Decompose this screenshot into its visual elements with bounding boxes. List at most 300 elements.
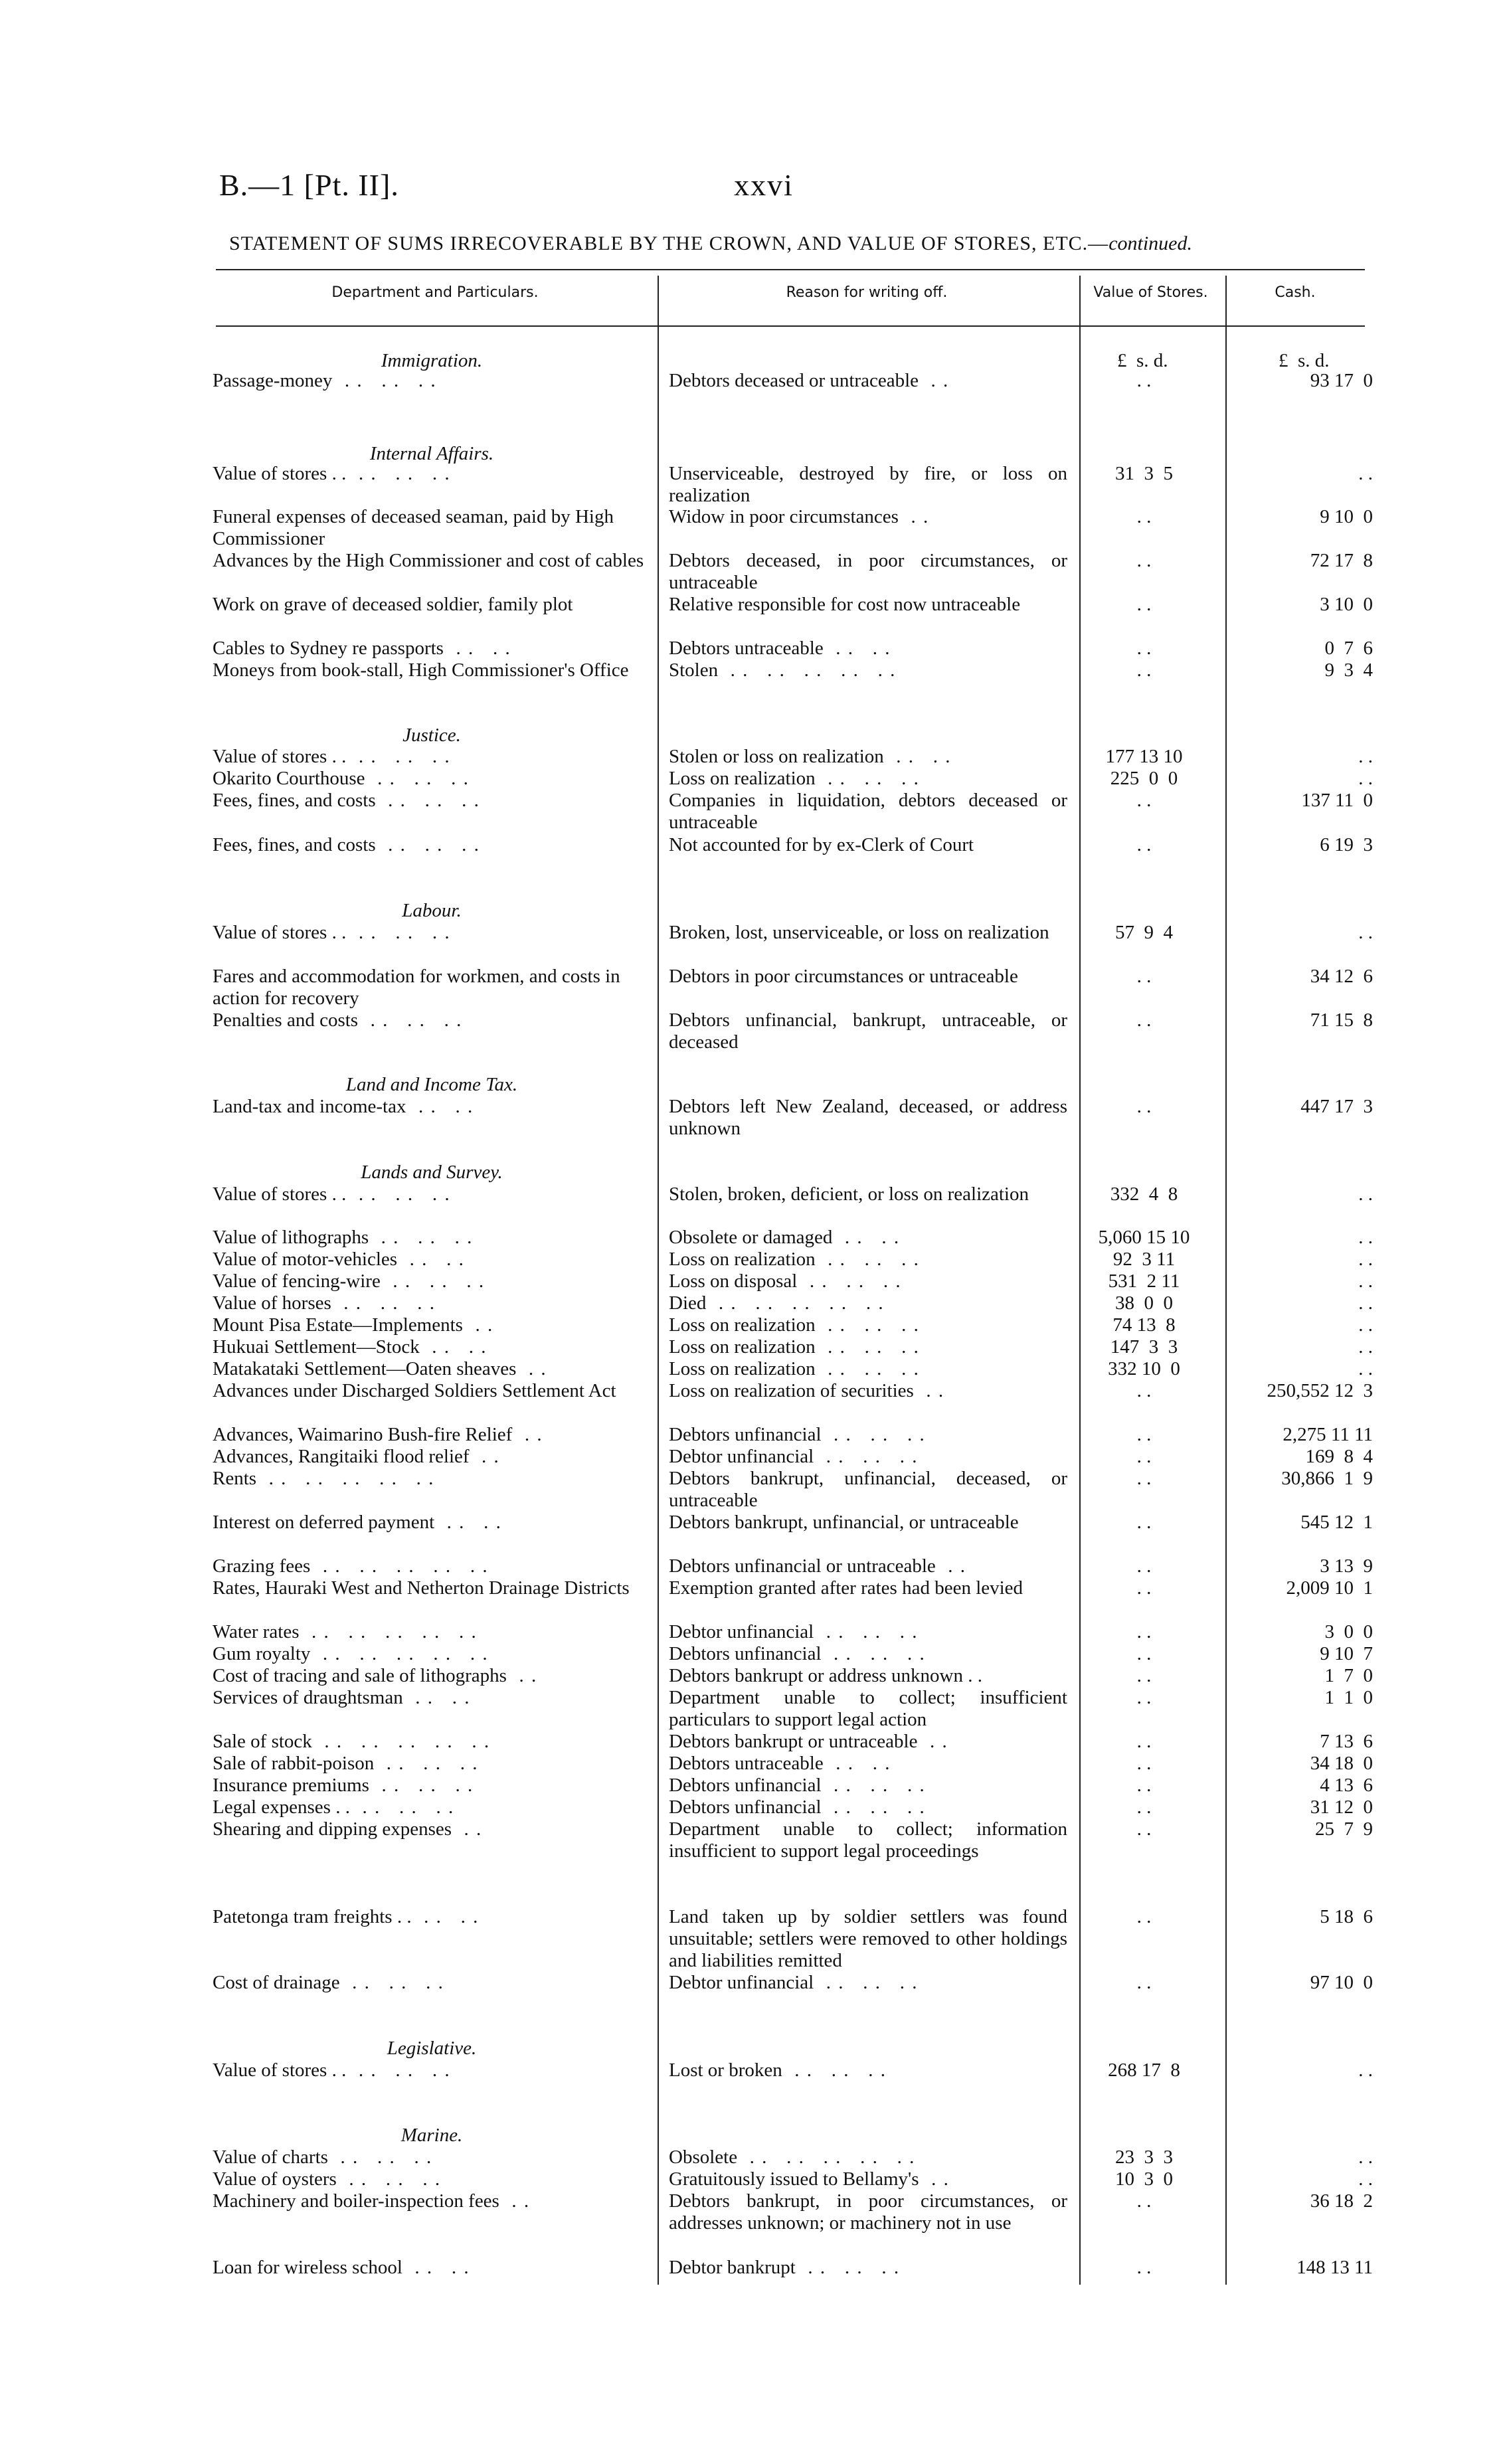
- particulars-text: Fees, fines, and costs: [213, 790, 376, 811]
- row-stores-value: . .: [1136, 1972, 1152, 1993]
- leader-dots: . . . . . .: [332, 370, 437, 391]
- leader-dots: . . . . . . . . . .: [706, 1292, 885, 1314]
- row-particulars: [213, 768, 644, 790]
- leader-dots: . .: [516, 1358, 547, 1379]
- row-particulars: [213, 1775, 644, 1797]
- particulars-text: Passage-money: [213, 370, 333, 391]
- particulars-text: Value of fencing-wire: [213, 1271, 381, 1292]
- row-cash-value: . .: [1358, 2147, 1373, 2168]
- row-reason: [669, 1446, 1067, 1468]
- row-particulars: [213, 638, 644, 660]
- leader-dots: . .: [452, 1818, 483, 1840]
- reason-text: Widow in poor circumstances: [669, 506, 899, 527]
- row-reason: [669, 1731, 1067, 1753]
- leader-dots: . . . . . . . . . .: [256, 1468, 435, 1489]
- leader-dots: . . . . . .: [821, 1424, 926, 1445]
- row-cash-value: 9 3 4: [1324, 660, 1373, 681]
- particulars-text: Okarito Courthouse: [213, 768, 365, 789]
- section-heading: Legislative.: [387, 2038, 477, 2059]
- reason-text: Exemption granted after rates had been levied: [669, 1577, 1023, 1599]
- particulars-text: Matakataki Settlement—Oaten sheaves: [213, 1358, 517, 1379]
- reason-text: Not accounted for by ex-Clerk of Court: [669, 834, 974, 855]
- column-header-cash: Cash.: [1275, 284, 1316, 301]
- row-stores-value: . .: [1136, 1818, 1152, 1840]
- row-reason: [669, 370, 1067, 392]
- particulars-text: Loan for wireless school: [213, 2257, 402, 2278]
- row-stores-value: 531 2 11: [1108, 1271, 1180, 1292]
- row-reason: [669, 1621, 1067, 1643]
- leader-dots: . . . . . . . . . .: [737, 2147, 916, 2168]
- reason-text: Debtors bankrupt, in poor circumstances, or addresses unknown; or machinery not in use: [669, 2190, 1067, 2234]
- row-particulars: [213, 1577, 644, 1599]
- row-particulars: [213, 1972, 644, 1994]
- leader-dots: . .: [898, 506, 930, 527]
- row-particulars: [213, 2190, 644, 2212]
- leader-dots: . . . .: [411, 1906, 480, 1927]
- leader-dots: . . . . . .: [346, 2060, 451, 2081]
- section-heading: Immigration.: [381, 350, 483, 371]
- reason-text: Lost or broken: [669, 2060, 782, 2081]
- particulars-text: Moneys from book-stall, High Commissioner's Office: [213, 660, 629, 681]
- leader-dots: . . . . . .: [375, 834, 480, 855]
- row-particulars: [213, 2060, 644, 2081]
- section-heading: Internal Affairs.: [369, 443, 494, 464]
- row-stores-value: . .: [1136, 1687, 1152, 1708]
- page-number: xxvi: [734, 168, 794, 202]
- particulars-text: Sale of rabbit-poison: [213, 1753, 375, 1774]
- row-reason: [669, 1096, 1067, 1140]
- row-particulars: [213, 2168, 644, 2190]
- particulars-text: Fees, fines, and costs: [213, 834, 376, 855]
- particulars-text: Cost of drainage: [213, 1972, 340, 1993]
- row-reason: [669, 1249, 1067, 1271]
- particulars-text: Rents: [213, 1468, 257, 1489]
- row-particulars: [213, 1906, 644, 1928]
- column-header-particulars: Department and Particulars.: [331, 284, 539, 301]
- row-stores-value: . .: [1136, 790, 1152, 811]
- particulars-text: Cost of tracing and sale of lithographs: [213, 1665, 507, 1686]
- reason-text: Broken, lost, unserviceable, or loss on realization: [669, 922, 1049, 943]
- row-stores-value: . .: [1136, 834, 1152, 855]
- reason-text: Stolen: [669, 660, 719, 681]
- reason-text: Debtors untraceable: [669, 638, 824, 659]
- leader-dots: . . . . . .: [365, 768, 470, 789]
- row-cash-value: . .: [1358, 1227, 1373, 1248]
- row-stores-value: 31 3 5: [1115, 463, 1173, 484]
- row-cash-value: 0 7 6: [1324, 638, 1373, 659]
- row-stores-value: . .: [1136, 370, 1152, 391]
- particulars-text: Value of lithographs: [213, 1227, 369, 1248]
- row-particulars: [213, 1424, 644, 1446]
- particulars-text: Land-tax and income-tax: [213, 1096, 406, 1117]
- particulars-text: Shearing and dipping expenses: [213, 1818, 452, 1840]
- reason-text: Obsolete or damaged: [669, 1227, 833, 1248]
- row-reason: [669, 1010, 1067, 1053]
- reason-text: Stolen or loss on realization: [669, 746, 884, 767]
- particulars-text: Patetonga tram freights . .: [213, 1906, 412, 1927]
- reason-text: Loss on realization: [669, 768, 816, 789]
- row-particulars: [213, 594, 644, 616]
- row-cash-value: . .: [1358, 1271, 1373, 1292]
- row-reason: [669, 1775, 1067, 1797]
- row-particulars: [213, 1797, 644, 1818]
- leader-dots: . . . . . . . . . .: [718, 660, 897, 681]
- leader-dots: . .: [469, 1446, 500, 1467]
- row-particulars: [213, 1184, 644, 1205]
- row-particulars: [213, 2147, 644, 2168]
- particulars-text: Advances by the High Commissioner and cost of cables: [213, 550, 644, 571]
- leader-dots: . . . . . .: [327, 2147, 433, 2168]
- row-stores-value: . .: [1136, 660, 1152, 681]
- row-stores-value: . .: [1136, 638, 1152, 659]
- row-reason: [669, 966, 1067, 988]
- row-cash-value: 3 0 0: [1324, 1621, 1373, 1642]
- row-reason: [669, 506, 1067, 528]
- row-cash-value: 2,009 10 1: [1286, 1577, 1373, 1599]
- leader-dots: . . . . . . . . . .: [310, 1643, 489, 1664]
- row-particulars: [213, 1665, 644, 1687]
- leader-dots: . . . . . .: [346, 463, 451, 484]
- leader-dots: . . . . . .: [336, 2168, 442, 2190]
- reason-text: Loss on realization: [669, 1336, 816, 1358]
- statement-title: [229, 232, 1192, 255]
- row-particulars: [213, 746, 644, 768]
- row-reason: [669, 594, 1067, 616]
- particulars-text: Cables to Sydney re passports: [213, 638, 444, 659]
- leader-dots: . .: [935, 1555, 967, 1577]
- reason-text: Debtors bankrupt or address unknown . .: [669, 1665, 982, 1686]
- row-particulars: [213, 790, 644, 812]
- row-cash-value: . .: [1358, 2060, 1373, 2081]
- particulars-text: Legal expenses . .: [213, 1797, 350, 1818]
- particulars-text: Gum royalty: [213, 1643, 311, 1664]
- row-stores-value: . .: [1136, 2190, 1152, 2212]
- row-reason: [669, 2190, 1067, 2234]
- row-stores-value: . .: [1136, 1621, 1152, 1642]
- row-cash-value: 2,275 11 11: [1283, 1424, 1373, 1445]
- row-cash-value: . .: [1358, 1184, 1373, 1205]
- particulars-text: Work on grave of deceased soldier, family plot: [213, 594, 573, 615]
- particulars-text: Mount Pisa Estate—Implements: [213, 1314, 463, 1336]
- reason-text: Companies in liquidation, debtors deceased or untraceable: [669, 790, 1067, 833]
- row-stores-value: . .: [1136, 2257, 1152, 2278]
- top-rule: [216, 269, 1365, 270]
- row-stores-value: . .: [1136, 1446, 1152, 1467]
- row-reason: [669, 2060, 1067, 2081]
- reason-text: Debtors unfinancial: [669, 1643, 822, 1664]
- particulars-text: Advances, Waimarino Bush-fire Relief: [213, 1424, 513, 1445]
- row-reason: [669, 1227, 1067, 1249]
- reason-text: Debtors bankrupt or untraceable: [669, 1731, 918, 1752]
- reason-text: Department unable to collect; insufficient particulars to support legal action: [669, 1687, 1067, 1730]
- leader-dots: . . . . . .: [814, 1972, 919, 1993]
- reason-text: Loss on realization: [669, 1358, 816, 1379]
- leader-dots: . . . . . .: [339, 1972, 444, 1993]
- reason-text: Debtors unfinancial or untraceable: [669, 1555, 936, 1577]
- leader-dots: . . . . . .: [814, 1446, 919, 1467]
- reason-text: Debtor unfinancial: [669, 1621, 814, 1642]
- column-header-reason: Reason for writing off.: [786, 284, 948, 301]
- row-particulars: [213, 1358, 644, 1380]
- row-stores-value: . .: [1136, 1731, 1152, 1752]
- leader-dots: . . . . . .: [358, 1010, 463, 1031]
- row-cash-value: 9 10 0: [1320, 506, 1373, 527]
- reason-text: Debtors left New Zealand, deceased, or address unknown: [669, 1096, 1067, 1139]
- row-stores-value: . .: [1136, 594, 1152, 615]
- row-cash-value: 34 18 0: [1310, 1753, 1373, 1774]
- leader-dots: . . . . . . . . . .: [299, 1621, 478, 1642]
- row-stores-value: . .: [1136, 1577, 1152, 1599]
- row-stores-value: 268 17 8: [1108, 2060, 1180, 2081]
- row-reason: [669, 1555, 1067, 1577]
- particulars-text: Services of draughtsman: [213, 1687, 403, 1708]
- leader-dots: . . . . . .: [380, 1271, 486, 1292]
- leader-dots: . . . . . .: [374, 1753, 479, 1774]
- reason-text: Debtor unfinancial: [669, 1972, 814, 1993]
- particulars-text: Value of motor-vehicles: [213, 1249, 398, 1270]
- row-particulars: [213, 660, 644, 681]
- row-cash-value: 148 13 11: [1296, 2257, 1373, 2278]
- row-cash-value: 30,866 1 9: [1281, 1468, 1373, 1489]
- column-divider-1: [658, 276, 659, 2285]
- row-cash-value: . .: [1358, 1249, 1373, 1270]
- row-reason: [669, 1314, 1067, 1336]
- stores-unit-header: £ s. d.: [1117, 350, 1168, 371]
- particulars-text: Hukuai Settlement—Stock: [213, 1336, 420, 1358]
- row-stores-value: 332 10 0: [1108, 1358, 1180, 1379]
- row-stores-value: 10 3 0: [1115, 2168, 1173, 2190]
- reason-text: Gratuitously issued to Bellamy's: [669, 2168, 919, 2190]
- leader-dots: . . . .: [883, 746, 952, 767]
- particulars-text: Funeral expenses of deceased seaman, paid by High Commissioner: [213, 506, 614, 549]
- row-cash-value: . .: [1358, 746, 1373, 767]
- row-particulars: [213, 370, 644, 392]
- leader-dots: . . . . . .: [797, 1271, 902, 1292]
- reason-text: Loss on realization of securities: [669, 1380, 914, 1401]
- row-particulars: [213, 1753, 644, 1775]
- particulars-text: Interest on deferred payment: [213, 1512, 435, 1533]
- reason-text: Debtors unfinancial: [669, 1424, 822, 1445]
- row-cash-value: 1 7 0: [1324, 1665, 1373, 1686]
- leader-dots: . . . .: [823, 638, 891, 659]
- row-particulars: [213, 1314, 644, 1336]
- leader-dots: . . . .: [419, 1336, 488, 1358]
- row-cash-value: 34 12 6: [1310, 966, 1373, 987]
- row-stores-value: . .: [1136, 1753, 1152, 1774]
- row-cash-value: 3 13 9: [1320, 1555, 1373, 1577]
- leader-dots: . . . . . .: [782, 2060, 887, 2081]
- particulars-text: Grazing fees: [213, 1555, 311, 1577]
- leader-dots: . . . . . .: [814, 1621, 919, 1642]
- leader-dots: . . . . . .: [331, 1292, 436, 1314]
- leader-dots: . . . .: [402, 2257, 470, 2278]
- row-particulars: [213, 1336, 644, 1358]
- row-reason: [669, 1358, 1067, 1380]
- row-particulars: [213, 1227, 644, 1249]
- particulars-text: Insurance premiums: [213, 1775, 369, 1796]
- leader-dots: . . . . . .: [369, 1227, 474, 1248]
- document-reference: B.—1 [Pt. II].: [219, 168, 399, 202]
- particulars-text: Water rates: [213, 1621, 300, 1642]
- reason-text: Relative responsible for cost now untraceable: [669, 594, 1021, 615]
- particulars-text: Sale of stock: [213, 1731, 312, 1752]
- leader-dots: . . . . . . . . . .: [310, 1555, 489, 1577]
- row-reason: [669, 463, 1067, 507]
- leader-dots: . . . .: [823, 1753, 891, 1774]
- leader-dots: . . . . . .: [349, 1797, 455, 1818]
- row-stores-value: 23 3 3: [1115, 2147, 1173, 2168]
- row-particulars: [213, 834, 644, 856]
- row-cash-value: . .: [1358, 1336, 1373, 1358]
- row-cash-value: . .: [1358, 1358, 1373, 1379]
- row-cash-value: . .: [1358, 2168, 1373, 2190]
- leader-dots: . . . . . .: [815, 1358, 920, 1379]
- row-particulars: [213, 1271, 644, 1292]
- reason-text: Debtors deceased, in poor circumstances, or untraceable: [669, 550, 1067, 593]
- leader-dots: . . . . . .: [821, 1775, 926, 1796]
- particulars-text: Value of stores . .: [213, 922, 347, 943]
- section-heading: Land and Income Tax.: [345, 1074, 518, 1095]
- row-particulars: [213, 463, 644, 485]
- row-particulars: [213, 1512, 644, 1534]
- particulars-text: Machinery and boiler-inspection fees: [213, 2190, 499, 2212]
- row-cash-value: . .: [1358, 768, 1373, 789]
- leader-dots: . . . . . .: [815, 1249, 920, 1270]
- row-reason: [669, 1797, 1067, 1818]
- row-particulars: [213, 550, 644, 572]
- leader-dots: . . . . . .: [821, 1643, 926, 1664]
- row-reason: [669, 1818, 1067, 1862]
- row-particulars: [213, 1446, 644, 1468]
- row-stores-value: 332 4 8: [1110, 1184, 1178, 1205]
- row-reason: [669, 1665, 1067, 1687]
- row-cash-value: 25 7 9: [1315, 1818, 1373, 1840]
- row-reason: [669, 2147, 1067, 2168]
- row-cash-value: 137 11 0: [1301, 790, 1373, 811]
- row-cash-value: 545 12 1: [1300, 1512, 1373, 1533]
- row-stores-value: . .: [1136, 1512, 1152, 1533]
- row-stores-value: 5,060 15 10: [1098, 1227, 1190, 1248]
- particulars-text: Value of charts: [213, 2147, 328, 2168]
- reason-text: Loss on disposal: [669, 1271, 798, 1292]
- row-reason: [669, 1292, 1067, 1314]
- row-reason: [669, 550, 1067, 594]
- row-stores-value: . .: [1136, 966, 1152, 987]
- leader-dots: . . . . . .: [815, 768, 920, 789]
- row-particulars: [213, 966, 644, 1010]
- row-stores-value: 147 3 3: [1110, 1336, 1178, 1358]
- row-stores-value: . .: [1136, 1797, 1152, 1818]
- row-particulars: [213, 1096, 644, 1118]
- row-cash-value: 6 19 3: [1320, 834, 1373, 855]
- particulars-text: Value of stores . .: [213, 746, 347, 767]
- section-heading: Marine.: [400, 2125, 463, 2146]
- leader-dots: . .: [913, 1380, 945, 1401]
- row-stores-value: 225 0 0: [1110, 768, 1178, 789]
- row-cash-value: 5 18 6: [1320, 1906, 1373, 1927]
- row-stores-value: . .: [1136, 1906, 1152, 1927]
- leader-dots: . . . .: [402, 1687, 471, 1708]
- leader-dots: . .: [919, 370, 950, 391]
- row-reason: [669, 1753, 1067, 1775]
- row-reason: [669, 1577, 1067, 1599]
- row-stores-value: 74 13 8: [1112, 1314, 1176, 1336]
- column-header-stores: Value of Stores.: [1093, 284, 1208, 301]
- row-particulars: [213, 1249, 644, 1271]
- reason-text: Land taken up by soldier settlers was found unsuitable; settlers were removed to other holdings and liabilities remitted: [669, 1906, 1067, 1971]
- reason-text: Debtors bankrupt, unfinancial, deceased, or untraceable: [669, 1468, 1067, 1511]
- row-reason: [669, 768, 1067, 790]
- leader-dots: . .: [506, 1665, 538, 1686]
- cash-unit-header: £ s. d.: [1279, 350, 1330, 371]
- leader-dots: . .: [462, 1314, 494, 1336]
- row-reason: [669, 2168, 1067, 2190]
- row-cash-value: 93 17 0: [1310, 370, 1373, 391]
- particulars-text: Value of horses: [213, 1292, 331, 1314]
- row-stores-value: . .: [1136, 506, 1152, 527]
- row-cash-value: 97 10 0: [1310, 1972, 1373, 1993]
- row-stores-value: . .: [1136, 550, 1152, 571]
- particulars-text: Rates, Hauraki West and Netherton Drainage Districts: [213, 1577, 630, 1599]
- row-stores-value: . .: [1136, 1643, 1152, 1664]
- row-reason: [669, 1424, 1067, 1446]
- reason-text: Debtor bankrupt: [669, 2257, 796, 2278]
- leader-dots: . .: [919, 2168, 950, 2190]
- row-particulars: [213, 1292, 644, 1314]
- row-cash-value: 250,552 12 3: [1267, 1380, 1373, 1401]
- row-reason: [669, 1643, 1067, 1665]
- leader-dots: . .: [512, 1424, 543, 1445]
- row-reason: [669, 1468, 1067, 1512]
- particulars-text: Value of oysters: [213, 2168, 337, 2190]
- row-particulars: [213, 1621, 644, 1643]
- leader-dots: . . . .: [443, 638, 511, 659]
- row-particulars: [213, 1555, 644, 1577]
- leader-dots: . . . . . .: [815, 1336, 920, 1358]
- section-heading: Lands and Survey.: [361, 1162, 503, 1183]
- leader-dots: . . . . . .: [375, 790, 480, 811]
- row-particulars: [213, 1010, 644, 1031]
- leader-dots: . .: [499, 2190, 531, 2212]
- reason-text: Debtor unfinancial: [669, 1446, 814, 1467]
- particulars-text: Value of stores . .: [213, 1184, 347, 1205]
- row-particulars: [213, 1380, 644, 1402]
- reason-text: Debtors in poor circumstances or untraceable: [669, 966, 1018, 987]
- row-cash-value: 169 8 4: [1305, 1446, 1373, 1467]
- leader-dots: . . . . . .: [369, 1775, 474, 1796]
- row-stores-value: . .: [1136, 1424, 1152, 1445]
- leader-dots: . . . . . .: [815, 1314, 920, 1336]
- title-text: STATEMENT OF SUMS IRRECOVERABLE BY THE CROWN, AND VALUE OF STORES, ETC.—: [229, 232, 1109, 254]
- row-cash-value: 9 10 7: [1320, 1643, 1373, 1664]
- row-reason: [669, 1336, 1067, 1358]
- leader-dots: . .: [917, 1731, 948, 1752]
- reason-text: Department unable to collect; information insufficient to support legal proceedings: [669, 1818, 1067, 1862]
- row-cash-value: 36 18 2: [1310, 2190, 1373, 2212]
- row-reason: [669, 922, 1067, 944]
- row-stores-value: . .: [1136, 1096, 1152, 1117]
- reason-text: Debtors unfinancial: [669, 1797, 822, 1818]
- row-stores-value: . .: [1136, 1468, 1152, 1489]
- row-stores-value: 57 9 4: [1115, 922, 1173, 943]
- row-reason: [669, 1184, 1067, 1205]
- reason-text: Obsolete: [669, 2147, 738, 2168]
- row-particulars: [213, 1818, 644, 1840]
- row-particulars: [213, 1731, 644, 1753]
- reason-text: Debtors deceased or untraceable: [669, 370, 919, 391]
- row-particulars: [213, 922, 644, 944]
- row-stores-value: . .: [1136, 1010, 1152, 1031]
